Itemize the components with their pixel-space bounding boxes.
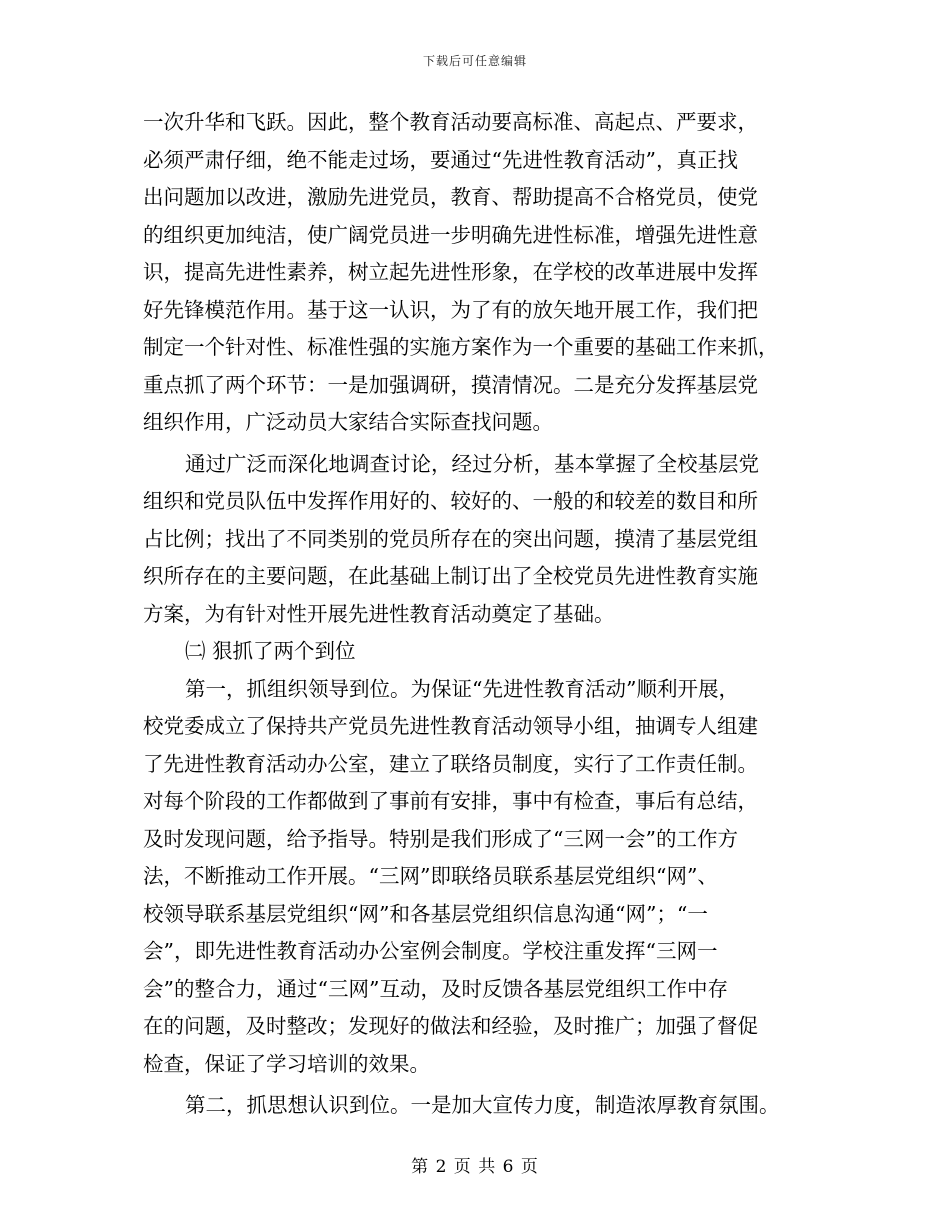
paragraph — [143, 104, 813, 442]
paragraph — [143, 1087, 813, 1125]
page-number: 第 2 页 共 6 页 — [411, 1157, 539, 1177]
text-line: 会”，即先进性教育活动办公室例会制度。学校注重发挥“三网一 — [143, 939, 718, 963]
text-line: 检查，保证了学习培训的效果。 — [143, 1051, 430, 1076]
text-line: 必须严肃仔细，绝不能走过场，要通过“先进性教育活动”，真正找 — [143, 147, 738, 172]
text-line: 织所存在的主要问题，在此基础上制订出了全校党员先进性教育实施 — [143, 564, 758, 588]
document-body — [143, 104, 813, 1125]
text-line: 在的问题，及时整改；发现好的做法和经验，及时推广；加强了督促 — [143, 1014, 758, 1038]
section-heading — [143, 633, 813, 671]
text-line: 及时发现问题，给予指导。特别是我们形成了“三网一会”的工作方 — [143, 826, 738, 851]
text-line: 组织和党员队伍中发挥作用好的、较好的、一般的和较差的数目和所 — [143, 489, 758, 513]
text-line: 制定一个针对性、标准性强的实施方案作为一个重要的基础工作来抓， — [143, 335, 779, 359]
text-line: 第二，抓思想认识到位。一是加大宣传力度，制造浓厚教育氛围。 — [185, 1093, 780, 1117]
paragraph — [143, 671, 813, 1084]
text-line: 一次升华和飞跃。因此，整个教育活动要高标准、高起点、严要求， — [143, 110, 758, 134]
text-line: 的组织更加纯洁，使广阔党员进一步明确先进性标准，增强先进性意 — [143, 222, 758, 247]
text-line: 第一，抓组织领导到位。为保证“先进性教育活动”顺利开展， — [185, 676, 739, 701]
text-line: 出问题加以改进，激励先进党员，教育、帮助提高不合格党员，使党 — [143, 185, 758, 209]
text-line: 会”的整合力，通过“三网”互动，及时反馈各基层党组织工作中存 — [143, 976, 728, 1001]
text-line: 校党委成立了保持共产党员先进性教育活动领导小组，抽调专人组建 — [143, 714, 758, 738]
page-header-note: 下载后可任意编辑 — [422, 54, 527, 68]
paragraph — [143, 446, 813, 634]
text-line: 了先进性教育活动办公室，建立了联络员制度，实行了工作责任制。 — [143, 751, 758, 776]
text-line: 法，不断推动工作开展。“三网”即联络员联系基层党组织“网”、 — [143, 864, 718, 888]
text-line: 识，提高先进性素养，树立起先进性形象，在学校的改革进展中发挥 — [143, 260, 758, 284]
text-line: 组织作用，广泛动员大家结合实际查找问题。 — [143, 410, 553, 434]
text-line: 重点抓了两个环节：一是加强调研，摸清情况。二是充分发挥基层党 — [143, 372, 758, 397]
text-line: 好先锋模范作用。基于这一认识，为了有的放矢地开展工作，我们把 — [143, 297, 758, 322]
text-line: 校领导联系基层党组织“网”和各基层党组织信息沟通“网”；“一 — [143, 901, 708, 926]
text-line: 对每个阶段的工作都做到了事前有安排，事中有检查，事后有总结， — [143, 789, 758, 813]
text-line: 方案，为有针对性开展先进性教育活动奠定了基础。 — [143, 601, 615, 626]
text-line: ㈡ 狠抓了两个到位 — [185, 639, 356, 663]
text-line: 占比例；找出了不同类别的党员所存在的突出问题，摸清了基层党组 — [143, 526, 758, 551]
text-line: 通过广泛而深化地调查讨论，经过分析，基本掌握了全校基层党 — [185, 451, 759, 476]
